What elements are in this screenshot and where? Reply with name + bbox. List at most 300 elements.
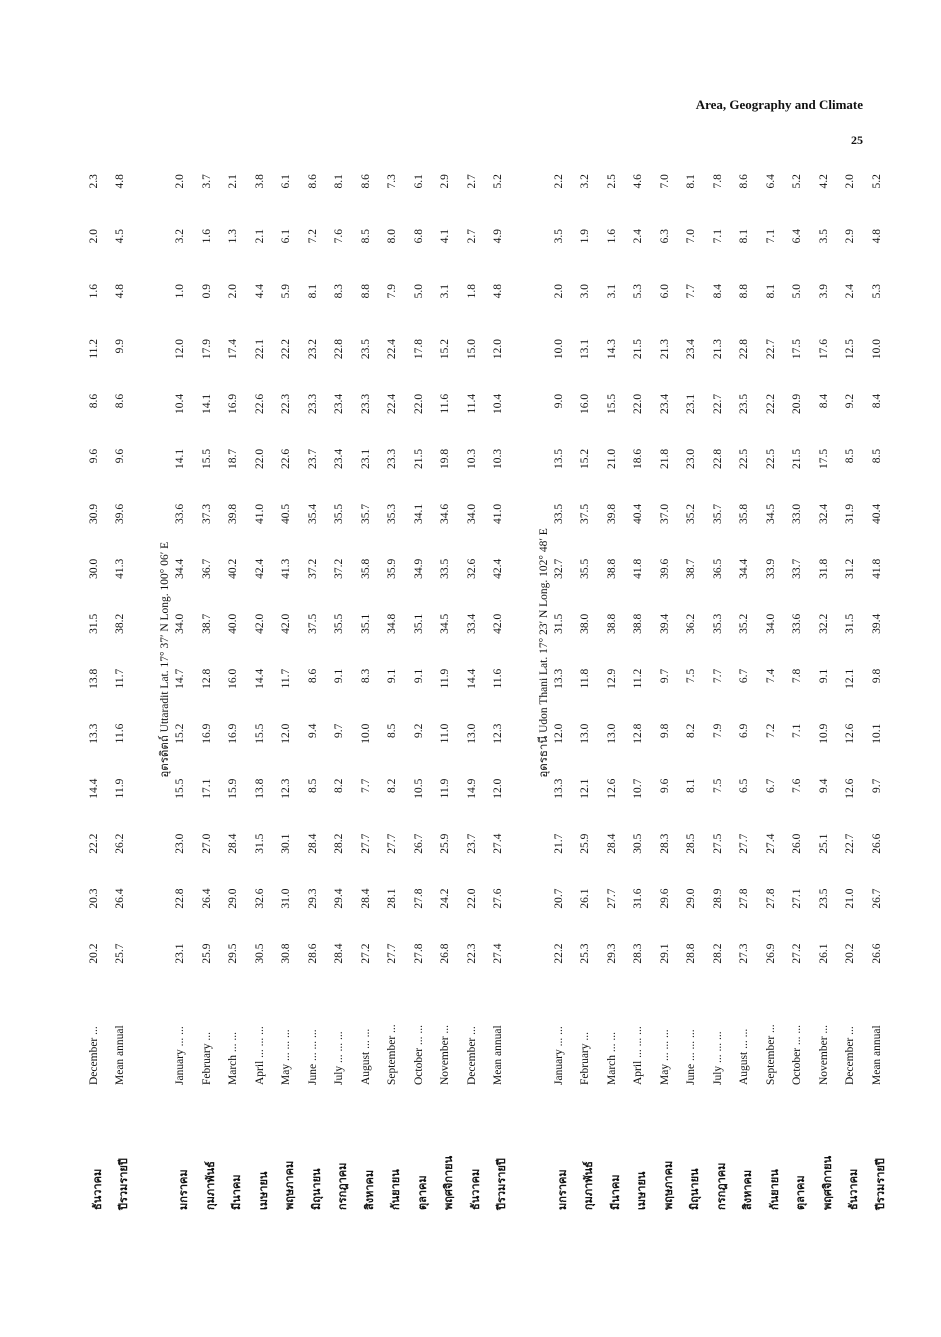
cell-value: 24.2	[439, 888, 451, 909]
cell-value: 12.1	[579, 778, 591, 799]
cell-value: 31.5	[552, 613, 565, 634]
cell-value: 27.4	[764, 833, 777, 854]
cell-value: 7.4	[764, 668, 777, 684]
table-row	[333, 170, 355, 1210]
cell-value: 41.0	[492, 503, 504, 524]
cell-value: 21.0	[605, 448, 618, 469]
cell-value: 2.0	[88, 229, 100, 244]
table-row	[632, 170, 654, 1210]
month-thai: ตุลาคม	[794, 1175, 807, 1210]
month-thai: เมษายน	[635, 1171, 648, 1210]
cell-value: 6.7	[738, 668, 750, 684]
cell-value: 36.2	[685, 613, 697, 634]
cell-value: 33.4	[465, 613, 478, 634]
cell-value: 34.5	[439, 613, 451, 634]
cell-value: 23.5	[738, 393, 750, 415]
cell-value: 23.3	[386, 448, 398, 469]
cell-value: 9.7	[333, 723, 345, 739]
cell-value: 2.7	[465, 229, 478, 244]
cell-value: 22.2	[764, 393, 777, 415]
cell-value: 7.7	[711, 668, 724, 684]
cell-value: 3.8	[253, 174, 266, 189]
cell-value: 15.9	[227, 778, 239, 799]
month-thai: มีนาคม	[608, 1174, 622, 1210]
cell-value: 12.0	[280, 723, 292, 744]
cell-value: 13.0	[579, 723, 591, 744]
cell-value: 10.4	[174, 393, 186, 415]
cell-value: 3.1	[439, 283, 451, 299]
cell-value: 12.3	[280, 778, 292, 799]
cell-value: 9.2	[844, 393, 856, 409]
cell-value: 5.2	[870, 174, 883, 189]
cell-value: 28.4	[227, 833, 239, 854]
cell-value: 22.0	[412, 393, 425, 415]
cell-value: 29.3	[605, 943, 618, 964]
month-thai: กรกฎาคม	[336, 1162, 349, 1210]
cell-value: 22.3	[280, 393, 292, 415]
cell-value: 22.0	[253, 448, 266, 469]
cell-value: 30.9	[88, 503, 100, 524]
cell-value: 30.8	[280, 943, 292, 964]
cell-value: 2.0	[174, 174, 186, 189]
month-english: September ...	[764, 1024, 777, 1085]
cell-value: 33.7	[791, 558, 803, 579]
cell-value: 22.8	[333, 338, 345, 360]
table-row	[466, 170, 488, 1210]
cell-value: 2.9	[844, 229, 856, 244]
month-english: Mean annual	[114, 1025, 126, 1085]
cell-value: 26.4	[114, 888, 126, 909]
cell-value: 21.5	[412, 448, 425, 469]
cell-value: 23.4	[658, 393, 671, 415]
cell-value: 22.6	[280, 448, 292, 469]
cell-value: 9.7	[870, 778, 883, 793]
table-row	[413, 170, 435, 1210]
cell-value: 29.0	[685, 888, 697, 909]
table-row	[492, 170, 514, 1210]
cell-value: 12.9	[605, 668, 618, 689]
cell-value: 21.3	[711, 338, 724, 360]
cell-value: 36.7	[200, 558, 213, 579]
cell-value: 8.5	[844, 448, 856, 464]
cell-value: 37.0	[658, 503, 671, 524]
cell-value: 11.9	[114, 778, 126, 799]
cell-value: 5.0	[791, 283, 803, 299]
cell-value: 31.6	[632, 888, 644, 909]
table-row	[201, 170, 223, 1210]
cell-value: 12.1	[844, 668, 856, 689]
month-thai: ตุลาคม	[415, 1175, 429, 1210]
cell-value: 17.4	[227, 338, 239, 360]
cell-value: 34.6	[439, 503, 451, 524]
cell-value: 15.5	[253, 723, 266, 744]
cell-value: 26.6	[870, 943, 883, 964]
month-thai: สิงหาคม	[362, 1169, 376, 1210]
cell-value: 27.2	[791, 943, 803, 964]
cell-value: 22.2	[280, 338, 292, 360]
cell-value: 9.1	[817, 668, 830, 684]
cell-value: 27.7	[605, 888, 618, 909]
cell-value: 7.9	[711, 723, 724, 739]
cell-value: 8.6	[306, 668, 319, 684]
month-thai: มิถุนายน	[309, 1168, 323, 1210]
cell-value: 27.4	[492, 943, 504, 964]
month-thai: มิถุนายน	[688, 1168, 701, 1210]
cell-value: 6.4	[764, 174, 777, 189]
cell-value: 26.8	[439, 943, 451, 964]
cell-value: 23.5	[817, 888, 830, 909]
month-thai: ธันวาคม	[468, 1168, 482, 1210]
cell-value: 35.2	[738, 613, 750, 634]
cell-value: 22.8	[711, 448, 724, 469]
cell-value: 30.5	[253, 943, 266, 964]
month-english: May ... ... ...	[658, 1029, 671, 1085]
cell-value: 28.4	[359, 888, 372, 909]
cell-value: 32.2	[817, 613, 830, 634]
cell-value: 28.2	[711, 943, 724, 964]
table-row	[386, 170, 408, 1210]
cell-value: 31.5	[88, 613, 100, 634]
cell-value: 15.2	[439, 338, 451, 360]
cell-value: 40.4	[632, 503, 644, 524]
cell-value: 35.8	[359, 558, 372, 579]
cell-value: 26.6	[870, 833, 883, 854]
month-english: January ... ...	[552, 1026, 565, 1085]
cell-value: 19.8	[439, 448, 451, 469]
station-heading: อุดรธานี Udon Thani Lat. 17° 23′ N Long. 102° 48′ E	[537, 528, 550, 778]
cell-value: 23.4	[685, 338, 697, 360]
cell-value: 5.9	[280, 283, 292, 299]
cell-value: 12.6	[844, 778, 856, 799]
cell-value: 25.9	[579, 833, 591, 854]
cell-value: 16.0	[227, 668, 239, 689]
cell-value: 8.5	[870, 448, 883, 464]
cell-value: 2.1	[253, 229, 266, 244]
cell-value: 14.3	[605, 338, 618, 360]
month-english: Mean annual	[492, 1025, 504, 1085]
cell-value: 7.5	[711, 778, 724, 793]
cell-value: 41.8	[870, 558, 883, 579]
cell-value: 35.1	[359, 613, 372, 634]
cell-value: 22.6	[253, 393, 266, 415]
table-row	[174, 170, 196, 1210]
cell-value: 42.0	[492, 613, 504, 634]
cell-value: 11.9	[439, 778, 451, 799]
cell-value: 10.3	[465, 448, 478, 469]
table-row	[791, 170, 813, 1210]
cell-value: 1.6	[200, 229, 213, 244]
cell-value: 8.6	[88, 393, 100, 409]
cell-value: 38.7	[200, 613, 213, 634]
cell-value: 10.7	[632, 778, 644, 799]
cell-value: 2.0	[844, 174, 856, 189]
table-row	[360, 170, 382, 1210]
cell-value: 13.0	[605, 723, 618, 744]
cell-value: 9.1	[333, 668, 345, 684]
month-thai: กันยายน	[767, 1169, 781, 1210]
cell-value: 32.4	[817, 503, 830, 524]
cell-value: 15.5	[174, 778, 186, 799]
cell-value: 22.8	[738, 338, 750, 360]
cell-value: 34.0	[764, 613, 777, 634]
cell-value: 20.9	[791, 393, 803, 415]
cell-value: 22.7	[764, 338, 777, 360]
cell-value: 9.0	[552, 393, 565, 409]
cell-value: 2.4	[632, 229, 644, 244]
month-thai: พฤศจิกายน	[820, 1155, 834, 1210]
cell-value: 7.1	[791, 723, 803, 739]
cell-value: 27.7	[359, 833, 372, 854]
cell-value: 12.0	[552, 723, 565, 744]
cell-value: 25.3	[579, 943, 591, 964]
month-thai: ปีรวมรายปี	[117, 1158, 130, 1210]
cell-value: 38.8	[605, 613, 618, 634]
month-thai: กรกฎาคม	[714, 1162, 728, 1210]
cell-value: 3.7	[200, 174, 213, 189]
table-row	[818, 170, 840, 1210]
cell-value: 17.1	[200, 778, 213, 799]
cell-value: 1.3	[227, 229, 239, 244]
cell-value: 23.7	[306, 448, 319, 469]
cell-value: 23.3	[306, 393, 319, 415]
cell-value: 41.3	[114, 558, 126, 579]
cell-value: 11.9	[439, 668, 451, 689]
cell-value: 22.7	[844, 833, 856, 854]
table-row	[871, 170, 893, 1210]
month-english: September ...	[386, 1024, 398, 1085]
month-english: January ... ...	[174, 1026, 186, 1085]
cell-value: 22.0	[632, 393, 644, 415]
cell-value: 37.2	[306, 558, 319, 579]
month-thai: พฤศจิกายน	[442, 1155, 455, 1210]
cell-value: 27.6	[492, 888, 504, 909]
cell-value: 28.4	[605, 833, 618, 854]
cell-value: 28.8	[685, 943, 697, 964]
cell-value: 1.6	[88, 283, 100, 299]
cell-value: 8.2	[333, 778, 345, 793]
cell-value: 15.5	[200, 448, 213, 469]
cell-value: 17.8	[412, 338, 425, 360]
cell-value: 13.8	[88, 668, 100, 689]
cell-value: 9.8	[658, 723, 671, 739]
cell-value: 6.0	[658, 283, 671, 299]
cell-value: 15.2	[174, 723, 186, 744]
month-english: Mean annual	[870, 1025, 883, 1085]
cell-value: 22.4	[386, 393, 398, 415]
cell-value: 35.7	[359, 503, 372, 524]
cell-value: 8.2	[685, 723, 697, 739]
cell-value: 27.8	[412, 943, 425, 964]
month-thai: ธันวาคม	[847, 1168, 860, 1210]
cell-value: 28.2	[333, 833, 345, 854]
cell-value: 9.1	[412, 668, 425, 684]
cell-value: 7.6	[333, 229, 345, 244]
cell-value: 31.5	[253, 833, 266, 854]
cell-value: 8.6	[306, 174, 319, 189]
cell-value: 25.1	[817, 833, 830, 854]
cell-value: 22.4	[386, 338, 398, 360]
table-row	[88, 170, 110, 1210]
cell-value: 35.9	[386, 558, 398, 579]
cell-value: 26.2	[114, 833, 126, 854]
table-row	[712, 170, 734, 1210]
cell-value: 22.1	[253, 338, 266, 360]
cell-value: 39.6	[114, 503, 126, 524]
cell-value: 14.7	[174, 668, 186, 689]
month-thai: ปีรวมรายปี	[495, 1158, 508, 1210]
cell-value: 5.3	[870, 283, 883, 299]
cell-value: 22.2	[88, 833, 100, 854]
cell-value: 10.5	[412, 778, 425, 799]
month-thai: กันยายน	[389, 1169, 402, 1210]
cell-value: 9.7	[658, 668, 671, 684]
cell-value: 22.8	[174, 888, 186, 909]
month-english: February ...	[579, 1031, 591, 1085]
cell-value: 27.8	[764, 888, 777, 909]
cell-value: 23.5	[359, 338, 372, 360]
cell-value: 27.5	[711, 833, 724, 854]
table-row	[844, 170, 866, 1210]
cell-value: 4.6	[632, 174, 644, 189]
cell-value: 38.8	[605, 558, 618, 579]
month-thai: มีนาคม	[230, 1174, 243, 1210]
cell-value: 33.9	[764, 558, 777, 579]
cell-value: 9.4	[306, 723, 319, 739]
table-row	[280, 170, 302, 1210]
cell-value: 26.1	[579, 888, 591, 909]
cell-value: 40.2	[227, 558, 239, 579]
month-english: April ... ... ...	[632, 1026, 644, 1085]
cell-value: 40.5	[280, 503, 292, 524]
cell-value: 11.7	[280, 668, 292, 689]
cell-value: 20.7	[552, 888, 565, 909]
cell-value: 3.2	[579, 174, 591, 189]
cell-value: 27.7	[386, 943, 398, 964]
cell-value: 13.8	[253, 778, 266, 799]
month-english: December ...	[465, 1026, 478, 1085]
cell-value: 4.2	[817, 174, 830, 189]
month-thai: ปีรวมรายปี	[873, 1158, 887, 1210]
cell-value: 18.6	[632, 448, 644, 469]
cell-value: 8.5	[359, 229, 372, 244]
cell-value: 8.1	[685, 174, 697, 189]
cell-value: 29.0	[227, 888, 239, 909]
cell-value: 11.6	[114, 723, 126, 744]
cell-value: 27.2	[359, 943, 372, 964]
cell-value: 6.4	[791, 229, 803, 244]
cell-value: 6.1	[412, 174, 425, 189]
cell-value: 23.0	[685, 448, 697, 469]
cell-value: 23.1	[685, 393, 697, 415]
cell-value: 26.7	[412, 833, 425, 854]
cell-value: 7.8	[711, 174, 724, 189]
cell-value: 39.8	[227, 503, 239, 524]
cell-value: 17.9	[200, 338, 213, 360]
cell-value: 41.0	[253, 503, 266, 524]
cell-value: 3.5	[552, 229, 565, 244]
cell-value: 5.2	[791, 174, 803, 189]
cell-value: 34.4	[738, 558, 750, 579]
cell-value: 39.8	[605, 503, 618, 524]
month-thai: สิงหาคม	[741, 1169, 754, 1210]
cell-value: 41.8	[632, 558, 644, 579]
table-row	[553, 170, 575, 1210]
cell-value: 6.5	[738, 778, 750, 793]
cell-value: 8.1	[685, 778, 697, 793]
month-english: March ... ...	[227, 1031, 239, 1085]
cell-value: 35.4	[306, 503, 319, 524]
cell-value: 27.7	[386, 833, 398, 854]
cell-value: 28.3	[632, 943, 644, 964]
cell-value: 14.9	[465, 778, 478, 799]
table-row	[227, 170, 249, 1210]
cell-value: 8.4	[711, 283, 724, 299]
cell-value: 42.0	[280, 613, 292, 634]
cell-value: 3.9	[817, 283, 830, 299]
table-row	[659, 170, 681, 1210]
cell-value: 22.5	[764, 448, 777, 469]
cell-value: 7.0	[658, 174, 671, 189]
cell-value: 4.8	[114, 283, 126, 299]
cell-value: 16.9	[227, 723, 239, 744]
cell-value: 37.5	[579, 503, 591, 524]
cell-value: 11.6	[439, 393, 451, 414]
month-english: April ... ... ...	[253, 1026, 266, 1085]
cell-value: 7.6	[791, 778, 803, 793]
cell-value: 35.5	[333, 613, 345, 634]
month-english: August ... ...	[738, 1028, 750, 1085]
cell-value: 7.0	[685, 229, 697, 244]
cell-value: 4.4	[253, 283, 266, 299]
cell-value: 15.5	[605, 393, 618, 415]
cell-value: 9.6	[658, 778, 671, 793]
cell-value: 29.4	[333, 888, 345, 909]
cell-value: 14.4	[88, 778, 100, 799]
cell-value: 39.6	[658, 558, 671, 579]
month-english: March ... ...	[605, 1031, 618, 1085]
cell-value: 11.4	[465, 393, 478, 414]
cell-value: 6.1	[280, 229, 292, 244]
page-number: 25	[851, 133, 863, 147]
cell-value: 38.7	[685, 558, 697, 579]
cell-value: 16.9	[200, 723, 213, 744]
cell-value: 35.3	[386, 503, 398, 524]
cell-value: 14.1	[200, 393, 213, 415]
month-thai: พฤษภาคม	[283, 1160, 296, 1210]
cell-value: 33.5	[439, 558, 451, 579]
cell-value: 14.4	[253, 668, 266, 689]
cell-value: 2.4	[844, 283, 856, 299]
cell-value: 13.3	[552, 778, 565, 799]
cell-value: 7.7	[685, 283, 697, 299]
cell-value: 2.5	[605, 174, 618, 189]
cell-value: 26.0	[791, 833, 803, 854]
cell-value: 10.0	[870, 338, 883, 360]
cell-value: 9.2	[412, 723, 425, 739]
cell-value: 8.8	[359, 283, 372, 299]
cell-value: 34.4	[174, 558, 186, 579]
table-row	[579, 170, 601, 1210]
cell-value: 36.5	[711, 558, 724, 579]
cell-value: 11.2	[88, 338, 100, 359]
cell-value: 9.6	[88, 448, 100, 464]
month-thai: พฤษภาคม	[661, 1160, 675, 1210]
cell-value: 8.1	[738, 229, 750, 244]
cell-value: 8.3	[359, 668, 372, 684]
cell-value: 21.5	[791, 448, 803, 469]
cell-value: 12.0	[174, 338, 186, 360]
cell-value: 11.7	[114, 668, 126, 689]
